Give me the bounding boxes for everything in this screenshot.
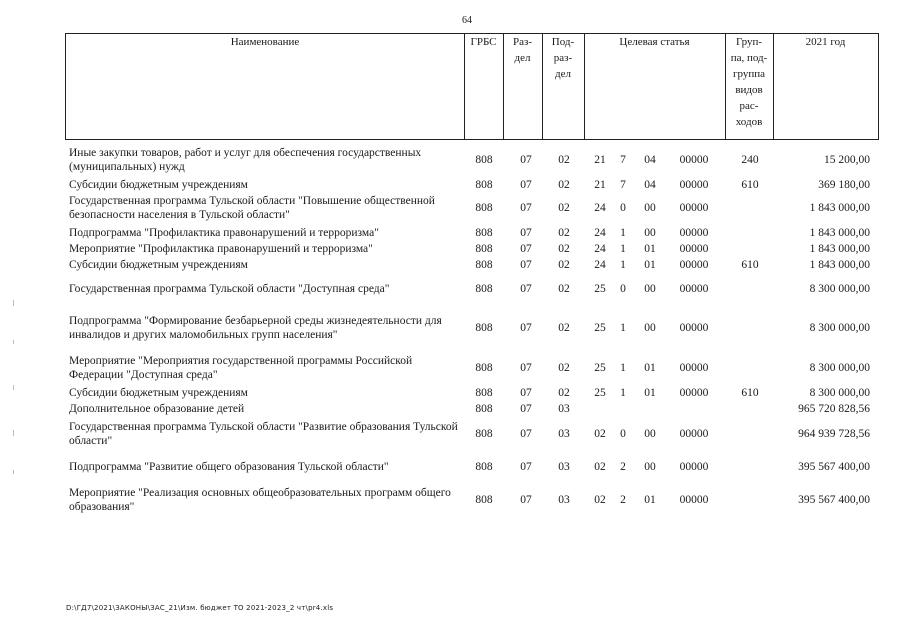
cell-amount: 8 300 000,00	[809, 387, 870, 399]
row-name: Мероприятие "Профилактика правонарушений и терроризма"	[69, 243, 373, 255]
row-name: Мероприятие "Мероприятия государственной программы Российской Федерации "Доступная среда"	[69, 355, 413, 381]
cell-t2: 0	[620, 283, 626, 295]
cell-podrazdel: 02	[558, 227, 570, 239]
cell-t1: 25	[594, 283, 606, 295]
cell-amount: 1 843 000,00	[809, 243, 870, 255]
cell-t3: 01	[644, 387, 656, 399]
cell-t2: 0	[620, 202, 626, 214]
cell-t3: 00	[644, 202, 656, 214]
cell-t2: 1	[620, 259, 626, 271]
header-razdel: Раз- дел	[512, 36, 532, 64]
scan-edge-mark	[13, 385, 14, 390]
cell-podrazdel: 02	[558, 322, 570, 334]
row-name: Государственная программа Тульской области "Развитие образования Тульской области"	[69, 421, 458, 447]
cell-t2: 2	[620, 461, 626, 473]
cell-podrazdel: 03	[558, 403, 570, 415]
cell-t4: 00000	[679, 154, 709, 166]
row-name: Мероприятие "Реализация основных общеобразовательных программ общего образования"	[69, 487, 451, 513]
cell-amount: 8 300 000,00	[809, 283, 870, 295]
cell-t3: 00	[644, 227, 656, 239]
cell-t1: 25	[594, 387, 606, 399]
cell-podrazdel: 02	[558, 179, 570, 191]
cell-t4: 00000	[679, 461, 709, 473]
cell-t1: 21	[594, 179, 606, 191]
cell-t3: 04	[644, 154, 656, 166]
cell-podrazdel: 02	[558, 362, 570, 374]
cell-t2: 1	[620, 227, 626, 239]
header-grbs: ГРБС	[470, 36, 497, 48]
cell-t4: 00000	[679, 259, 709, 271]
table-row	[65, 402, 879, 416]
table-row	[65, 242, 879, 256]
cell-t4: 00000	[679, 227, 709, 239]
cell-t1: 21	[594, 154, 606, 166]
table-row	[65, 258, 879, 272]
cell-amount: 1 843 000,00	[809, 259, 870, 271]
cell-razdel: 07	[520, 461, 532, 473]
cell-podrazdel: 02	[558, 259, 570, 271]
cell-amount: 15 200,00	[824, 154, 870, 166]
cell-amount: 1 843 000,00	[809, 227, 870, 239]
cell-podrazdel: 03	[558, 494, 570, 506]
cell-grbs: 808	[475, 322, 493, 334]
cell-t4: 00000	[679, 179, 709, 191]
file-path-footer: D:\ГД7\2021\ЗАКОНЫ\ЗАС_21\Изм. бюджет ТО 2021-2023_2 чт\pr4.xls	[66, 604, 334, 612]
row-name: Субсидии бюджетным учреждениям	[69, 179, 248, 191]
row-name: Подпрограмма "Формирование безбарьерной среды жизнедеятельности для инвалидов и других маломобильных групп населения"	[69, 315, 442, 341]
cell-t2: 7	[620, 154, 626, 166]
cell-grbs: 808	[475, 227, 493, 239]
cell-grbs: 808	[475, 403, 493, 415]
cell-grbs: 808	[475, 362, 493, 374]
table-header	[65, 33, 879, 140]
table-row	[65, 194, 879, 222]
cell-t4: 00000	[679, 362, 709, 374]
header-year: 2021 год	[805, 36, 846, 48]
cell-t2: 1	[620, 387, 626, 399]
cell-group: 610	[741, 387, 759, 399]
cell-grbs: 808	[475, 243, 493, 255]
cell-t2: 0	[620, 428, 626, 440]
cell-podrazdel: 03	[558, 461, 570, 473]
row-name: Государственная программа Тульской области "Повышение общественной безопасности населения в Тульской области"	[69, 195, 435, 221]
cell-t1: 25	[594, 322, 606, 334]
cell-razdel: 07	[520, 243, 532, 255]
cell-t1: 24	[594, 227, 606, 239]
cell-amount: 964 939 728,56	[798, 428, 870, 440]
cell-t1: 24	[594, 259, 606, 271]
cell-t1: 24	[594, 243, 606, 255]
row-name: Подпрограмма "Развитие общего образования Тульской области"	[69, 461, 389, 473]
header-name: Наименование	[230, 36, 300, 48]
cell-podrazdel: 02	[558, 243, 570, 255]
cell-t3: 00	[644, 322, 656, 334]
cell-t1: 02	[594, 428, 606, 440]
table-row	[65, 146, 879, 174]
cell-t2: 1	[620, 243, 626, 255]
cell-podrazdel: 02	[558, 283, 570, 295]
scan-edge-mark	[13, 300, 14, 306]
cell-razdel: 07	[520, 154, 532, 166]
cell-razdel: 07	[520, 322, 532, 334]
cell-amount: 395 567 400,00	[798, 494, 870, 506]
cell-group: 610	[741, 259, 759, 271]
row-name: Иные закупки товаров, работ и услуг для обеспечения государственных (муниципальных) нужд	[69, 147, 422, 173]
cell-grbs: 808	[475, 387, 493, 399]
cell-grbs: 808	[475, 154, 493, 166]
table-row	[65, 486, 879, 514]
cell-t3: 00	[644, 283, 656, 295]
cell-razdel: 07	[520, 202, 532, 214]
cell-t1: 24	[594, 202, 606, 214]
cell-t3: 00	[644, 461, 656, 473]
cell-t3: 04	[644, 179, 656, 191]
cell-razdel: 07	[520, 387, 532, 399]
cell-razdel: 07	[520, 428, 532, 440]
cell-amount: 965 720 828,56	[798, 403, 870, 415]
scan-edge-mark	[13, 430, 14, 436]
cell-podrazdel: 03	[558, 428, 570, 440]
header-group: Груп- па, под- группа видов рас- ходов	[730, 36, 768, 128]
cell-t4: 00000	[679, 387, 709, 399]
cell-grbs: 808	[475, 259, 493, 271]
cell-t4: 00000	[679, 428, 709, 440]
cell-razdel: 07	[520, 494, 532, 506]
cell-amount: 395 567 400,00	[798, 461, 870, 473]
table-row	[65, 314, 879, 342]
cell-grbs: 808	[475, 494, 493, 506]
table-row	[65, 420, 879, 448]
cell-t1: 25	[594, 362, 606, 374]
cell-t2: 7	[620, 179, 626, 191]
row-name: Дополнительное образование детей	[69, 403, 245, 415]
cell-razdel: 07	[520, 259, 532, 271]
scan-edge-mark	[13, 470, 14, 474]
cell-razdel: 07	[520, 362, 532, 374]
cell-t2: 1	[620, 362, 626, 374]
cell-t3: 01	[644, 243, 656, 255]
cell-podrazdel: 02	[558, 202, 570, 214]
cell-razdel: 07	[520, 227, 532, 239]
cell-t3: 01	[644, 362, 656, 374]
row-name: Субсидии бюджетным учреждениям	[69, 387, 248, 399]
row-name: Подпрограмма "Профилактика правонарушений и терроризма"	[69, 227, 379, 239]
cell-t4: 00000	[679, 322, 709, 334]
table-row	[65, 178, 879, 192]
cell-t2: 1	[620, 322, 626, 334]
cell-t3: 00	[644, 428, 656, 440]
table-row	[65, 226, 879, 240]
cell-razdel: 07	[520, 403, 532, 415]
cell-t1: 02	[594, 461, 606, 473]
cell-grbs: 808	[475, 202, 493, 214]
cell-t4: 00000	[679, 494, 709, 506]
cell-t4: 00000	[679, 283, 709, 295]
cell-t3: 01	[644, 259, 656, 271]
cell-amount: 8 300 000,00	[809, 362, 870, 374]
cell-grbs: 808	[475, 179, 493, 191]
cell-grbs: 808	[475, 461, 493, 473]
cell-t2: 2	[620, 494, 626, 506]
cell-razdel: 07	[520, 283, 532, 295]
table-row	[65, 282, 879, 296]
page-number: 64	[462, 15, 472, 26]
cell-grbs: 808	[475, 283, 493, 295]
row-name: Государственная программа Тульской области "Доступная среда"	[69, 283, 390, 295]
cell-grbs: 808	[475, 428, 493, 440]
cell-group: 240	[741, 154, 759, 166]
cell-podrazdel: 02	[558, 387, 570, 399]
scan-edge-mark	[13, 340, 14, 344]
cell-amount: 8 300 000,00	[809, 322, 870, 334]
table-row	[65, 354, 879, 382]
cell-t4: 00000	[679, 202, 709, 214]
table-row	[65, 460, 879, 474]
cell-razdel: 07	[520, 179, 532, 191]
cell-t1: 02	[594, 494, 606, 506]
cell-t3: 01	[644, 494, 656, 506]
cell-podrazdel: 02	[558, 154, 570, 166]
row-name: Субсидии бюджетным учреждениям	[69, 259, 248, 271]
table-row	[65, 386, 879, 400]
cell-t4: 00000	[679, 243, 709, 255]
cell-group: 610	[741, 179, 759, 191]
cell-amount: 369 180,00	[818, 179, 870, 191]
header-target: Целевая статья	[619, 36, 690, 48]
cell-amount: 1 843 000,00	[809, 202, 870, 214]
header-podrazdel: Под- раз- дел	[551, 36, 575, 80]
